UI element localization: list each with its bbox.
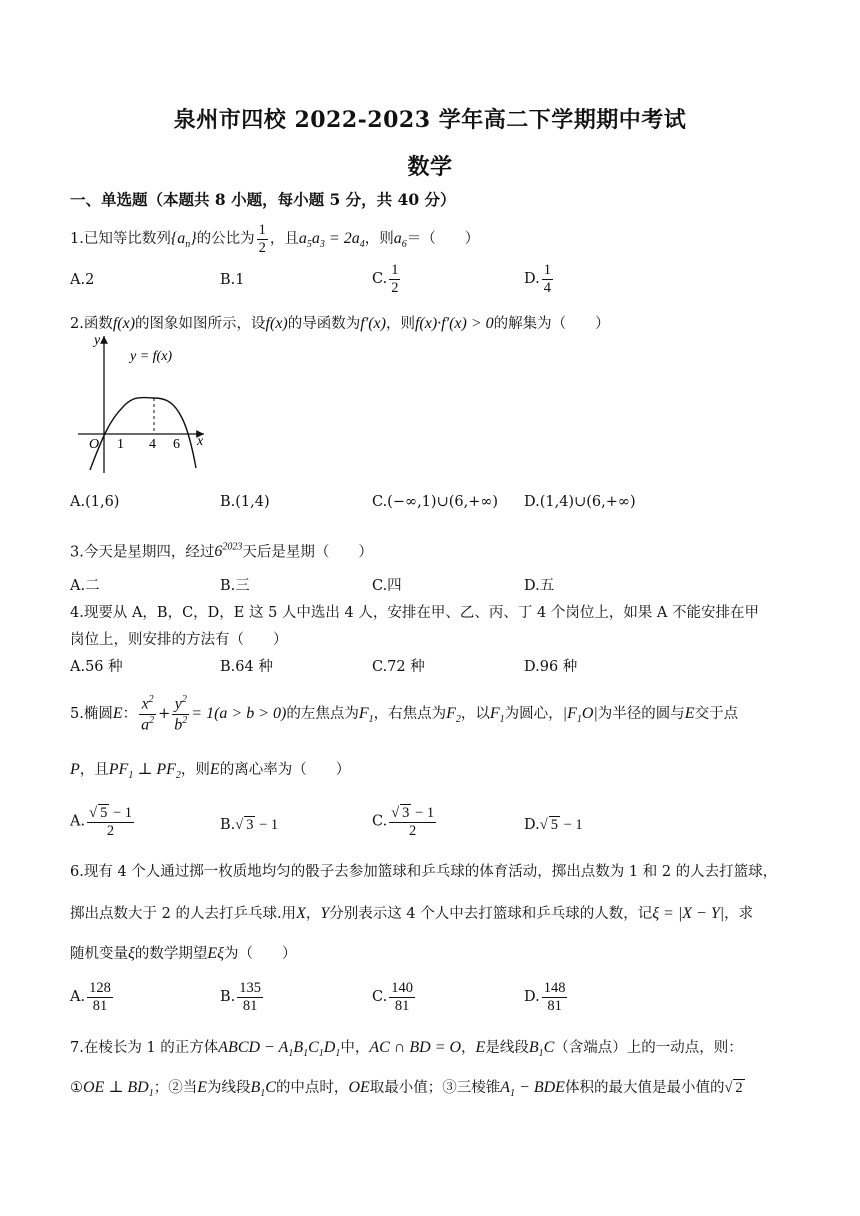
tick-label-6: 6 — [173, 437, 180, 452]
question-5-line-2: P，且$PF_1$ ⊥ $PF_2$，则E的离心率为（ ） — [70, 761, 351, 782]
question-4-line-2: 岗位上，则安排的方法有（ ） — [70, 632, 288, 648]
question-6-line-1: 6.现有 4 个人通过掷一枚质地均匀的骰子去参加篮球和乒乓球的体育活动，掷出点数为 1 和 2 的人去打篮球， — [70, 864, 778, 880]
question-5-option-b: B.√ 3 − 1 — [220, 817, 279, 833]
origin-label: O — [89, 437, 100, 452]
question-4-option-b: B.64 种 — [220, 659, 273, 675]
question-1-option-d: D. $\frac{1}{4}$ — [524, 262, 551, 296]
question-5-line-1: 5.椭圆E： $\frac{x^2}{a^2}$ + $\frac{y^2}{b^2}$ = 1(a > b > 0)的左焦点为$F_1$，右焦点为$F_2$，以$F_1$为圆心，$|F_1O|$为半径的圆与E交于点 — [70, 694, 739, 734]
question-5-option-a: A. $\frac{√ 5 - 1}{2}$ — [70, 805, 132, 839]
tick-label-1: 1 — [117, 437, 124, 452]
question-6-line-3: 随机变量ξ的数学期望Eξ为（ ） — [70, 945, 297, 962]
function-graph — [74, 328, 224, 478]
question-4-option-a: A.56 种 — [70, 659, 123, 675]
subject-title: 数学 — [407, 154, 453, 180]
question-1-option-a: A.2 — [70, 272, 95, 288]
exam-title: 泉州市四校 2022-2023 学年高二下学期期中考试 — [173, 107, 687, 133]
question-2-option-c: C.(−∞,1)∪(6,+∞) — [372, 494, 499, 510]
question-6-line-2: 掷出点数大于 2 的人去打乒乓球.用X，Y分别表示这 4 个人中去打篮球和乒乓球的人数，记ξ = |X − Y|，求 — [70, 905, 754, 922]
question-3-option-b: B.三 — [220, 578, 250, 594]
question-6-option-a: A. $\frac{128}{81}$ — [70, 980, 111, 1014]
question-4-line-1: 4.现要从 A，B，C，D，E 这 5 人中选出 4 人，安排在甲、乙、丙、丁 4 个岗位上，如果 A 不能安排在甲 — [70, 605, 760, 621]
question-2-option-b: B.(1,4) — [220, 494, 270, 510]
tick-label-4: 4 — [149, 437, 156, 452]
question-2-stem: 2.函数f(x)的图象如图所示，设f(x)的导函数为f′(x)，则f(x)·f′(x) > 0的解集为（ ） — [70, 315, 610, 332]
question-7-line-1: 7.在棱长为 1 的正方体ABCD − $A_1B_1C_1D_1$中，AC ∩ BD = O，E是线段$B_1C$（含端点）上的一动点，则： — [70, 1039, 743, 1060]
section-heading: 一、单选题（本题共 8 小题，每小题 5 分，共 40 分） — [70, 190, 456, 209]
question-2-option-d: D.(1,4)∪(6,+∞) — [524, 494, 636, 510]
question-1-stem: 1.已知等比数列$\{a_n\}$的公比为 $\frac{1}{2}$ ，且$a_5a_3 = 2a_4$，则$a_6=$（ ） — [70, 222, 480, 256]
question-3-option-d: D.五 — [524, 578, 555, 594]
question-4-option-d: D.96 种 — [524, 659, 578, 675]
question-6-option-d: D. $\frac{148}{81}$ — [524, 980, 566, 1014]
question-3-stem: 3.今天是星期四，经过$6^{2023}$天后是星期（ ） — [70, 542, 373, 561]
question-6-option-c: C. $\frac{140}{81}$ — [372, 980, 413, 1014]
question-6-option-b: B. $\frac{135}{81}$ — [220, 980, 262, 1014]
question-2-option-a: A.(1,6) — [70, 494, 120, 510]
question-3-option-a: A.二 — [70, 578, 100, 594]
question-1-option-b: B.1 — [220, 272, 245, 288]
question-5-option-c: C. $\frac{√ 3 - 1}{2}$ — [372, 805, 435, 839]
curve-label: y = f(x) — [130, 349, 173, 364]
question-7-line-2: ①OE ⊥ $BD_1$；②当E为线段$B_1C$的中点时，OE取最小值；③三棱锥$A_1$ − BDE体积的最大值是最小值的√ 2 — [70, 1079, 743, 1100]
question-3-option-c: C.四 — [372, 578, 402, 594]
question-5-option-d: D.√ 5 − 1 — [524, 817, 583, 833]
question-4-option-c: C.72 种 — [372, 659, 425, 675]
question-1-option-c: C. $\frac{1}{2}$ — [372, 262, 399, 296]
x-axis-label: x — [197, 434, 204, 449]
y-axis-label: y — [94, 333, 101, 348]
